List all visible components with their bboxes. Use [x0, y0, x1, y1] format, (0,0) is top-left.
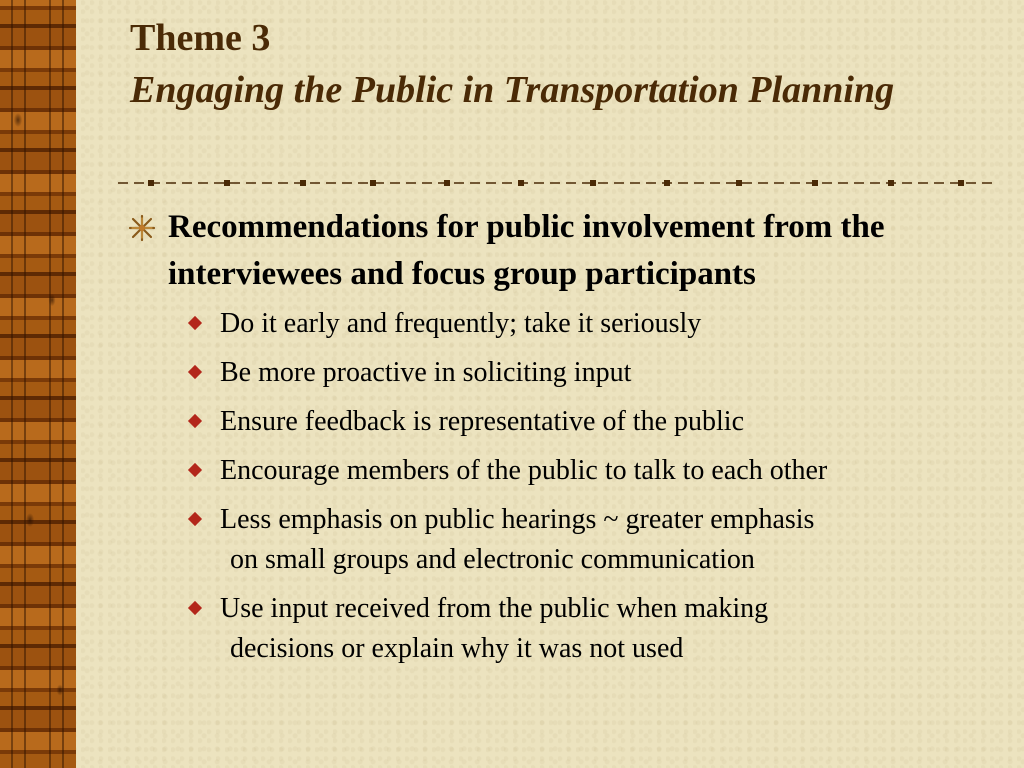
list-item [220, 451, 998, 491]
main-bullet-text: Recommendations for public involvement from the interviewees and focus group participants [168, 209, 885, 292]
slide-body [128, 204, 998, 678]
diamond-icon [188, 512, 202, 526]
diamond-icon [188, 365, 202, 379]
title-line-2: Engaging the Public in Transportation Planning [130, 69, 895, 111]
diamond-icon [188, 463, 202, 477]
sub-bullet-list [128, 304, 998, 669]
title-line-1: Theme 3 [130, 17, 271, 59]
diamond-icon [188, 601, 202, 615]
slide-title [130, 12, 990, 116]
list-item-text: Ensure feedback is representative of the public [220, 406, 745, 437]
wood-grain-sidebar [0, 0, 76, 768]
list-item-text: Be more proactive in soliciting input [220, 357, 632, 388]
list-item [220, 589, 998, 669]
dash-dot-divider [118, 176, 992, 190]
list-item [220, 353, 998, 393]
list-item-text: Use input received from the public when making [220, 593, 769, 624]
diamond-icon [188, 414, 202, 428]
starburst-icon [128, 214, 156, 242]
list-item-text: Encourage members of the public to talk to each other [220, 455, 828, 486]
list-item-text: Do it early and frequently; take it seriously [220, 308, 702, 339]
list-item-text: Less emphasis on public hearings ~ greater emphasis [220, 504, 815, 535]
list-item [220, 500, 998, 580]
list-item [220, 304, 998, 344]
list-item [220, 402, 998, 442]
diamond-icon [188, 316, 202, 330]
list-item-continuation: on small groups and electronic communication [230, 544, 755, 575]
main-bullet [128, 204, 998, 298]
list-item-continuation: decisions or explain why it was not used [230, 633, 684, 664]
